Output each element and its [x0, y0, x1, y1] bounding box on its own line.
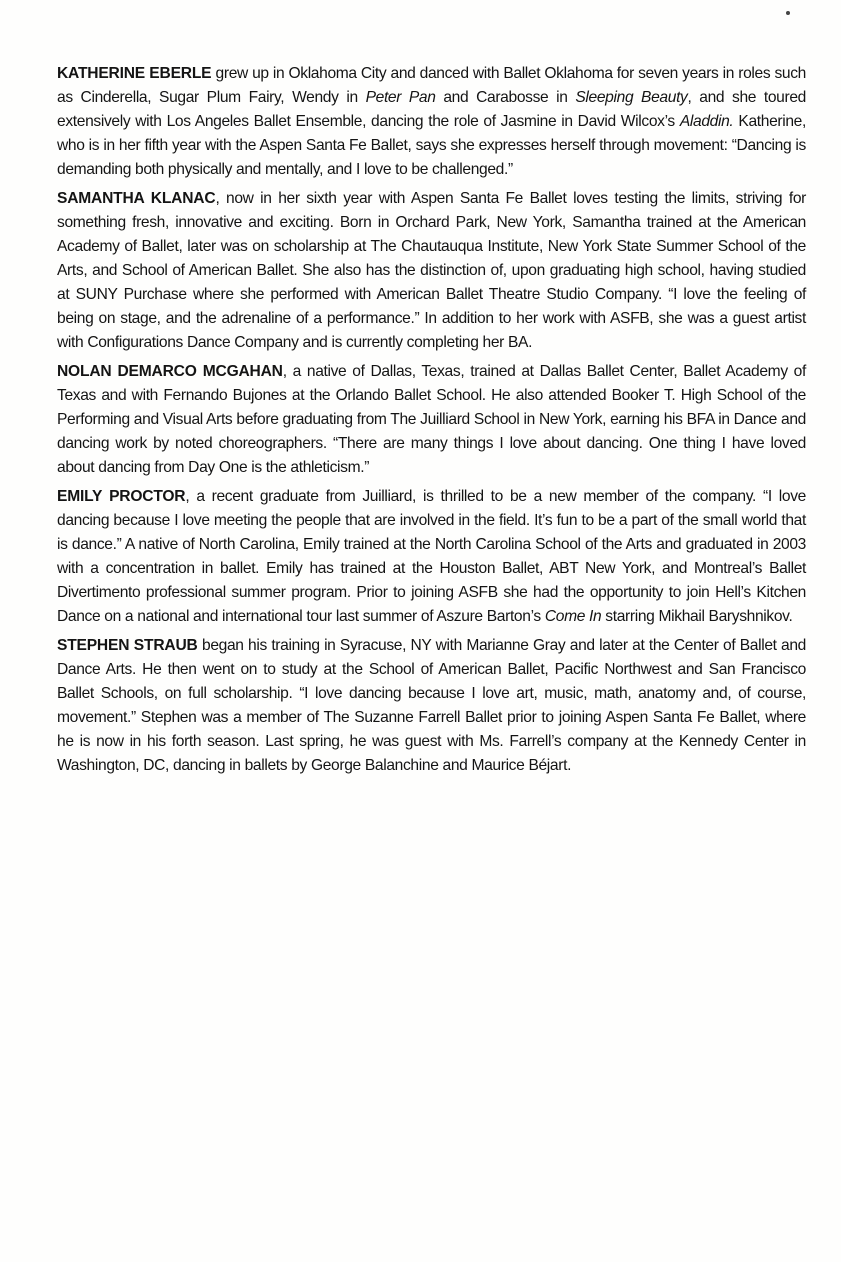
bio-name: SAMANTHA KLANAC: [57, 190, 216, 207]
bio-name: KATHERINE EBERLE: [57, 65, 212, 82]
page-speck: [786, 11, 790, 15]
bio-katherine-eberle: KATHERINE EBERLE grew up in Oklahoma City and danced with Ballet Oklahoma for seven years in roles such as Cinderella, Sugar Plum Fairy, Wendy in Peter Pan and Carabosse in Sleeping Beauty, and she toured extensively with Los Angeles Ballet Ensemble, dancing the role of Jasmine in David Wilcox’s Aladdin. Katherine, who is in her fifth year with the Aspen Santa Fe Ballet, says she expresses herself through movement: “Dancing is demanding both physically and mentally, and I love to be challenged.”: [57, 65, 806, 178]
bio-name: NOLAN DEMARCO MCGAHAN: [57, 363, 283, 380]
bio-name: STEPHEN STRAUB: [57, 637, 198, 654]
bio-nolan-demarco-mcgahan: NOLAN DEMARCO MCGAHAN, a native of Dallas, Texas, trained at Dallas Ballet Center, Ballet Academy of Texas and with Fernando Bujones at the Orlando Ballet School. He also attended Booker T. High School of the Performing and Visual Arts before graduating from The Juilliard School in New York, earning his BFA in Dance and dancing work by noted choreographers. “There are many things I love about dancing. One thing I have loved about dancing from Day One is the athleticism.”: [57, 363, 806, 476]
bio-stephen-straub: STEPHEN STRAUB began his training in Syracuse, NY with Marianne Gray and later at the Center of Ballet and Dance Arts. He then went on to study at the School of American Ballet, Pacific Northwest and San Francisco Ballet Schools, on full scholarship. “I love dancing because I love art, music, math, anatomy and, of course, movement.” Stephen was a member of The Suzanne Farrell Ballet prior to joining Aspen Santa Fe Ballet, where he is now in his forth season. Last spring, he was guest with Ms. Farrell’s company at the Kennedy Center in Washington, DC, dancing in ballets by George Balanchine and Maurice Béjart.: [57, 637, 806, 774]
bio-emily-proctor: EMILY PROCTOR, a recent graduate from Juilliard, is thrilled to be a new member of the company. “I love dancing because I love meeting the people that are involved in the field. It’s fun to be a part of the small world that is dance.” A native of North Carolina, Emily trained at the North Carolina School of the Arts and graduated in 2003 with a concentration in ballet. Emily has trained at the Houston Ballet, ABT New York, and Montreal’s Ballet Divertimento professional summer program. Prior to joining ASFB she had the opportunity to join Hell’s Kitchen Dance on a national and international tour last summer of Aszure Barton’s Come In starring Mikhail Baryshnikov.: [57, 488, 806, 625]
bio-name: EMILY PROCTOR: [57, 488, 186, 505]
bio-samantha-klanac: SAMANTHA KLANAC, now in her sixth year with Aspen Santa Fe Ballet loves testing the limits, striving for something fresh, innovative and exciting. Born in Orchard Park, New York, Samantha trained at the American Academy of Ballet, later was on scholarship at The Chautauqua Institute, New York State Summer School of the Arts, and School of American Ballet. She also has the distinction of, upon graduating high school, having studied at SUNY Purchase where she performed with American Ballet Theatre Studio Company. “I love the feeling of being on stage, and the adrenaline of a performance.” In addition to her work with ASFB, she was a guest artist with Configurations Dance Company and is currently completing her BA.: [57, 190, 807, 351]
bios-column: [57, 62, 806, 783]
